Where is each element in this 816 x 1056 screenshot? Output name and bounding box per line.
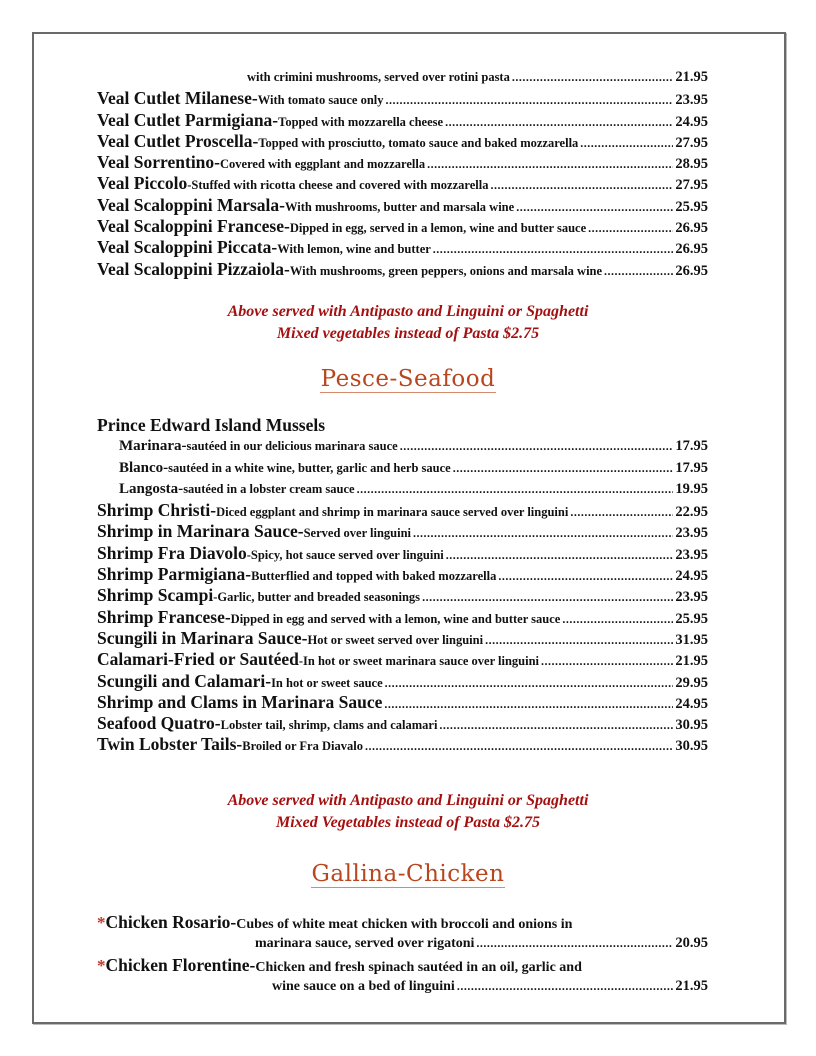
spicy-star-icon: * bbox=[97, 913, 106, 932]
dot-leader bbox=[422, 587, 673, 608]
seafood-heading bbox=[0, 366, 816, 392]
menu-item-row bbox=[97, 458, 708, 479]
dot-leader bbox=[512, 67, 674, 88]
menu-item-row bbox=[97, 479, 708, 500]
dot-leader bbox=[562, 609, 673, 630]
dot-leader bbox=[386, 90, 674, 111]
menu-item-description-continued: marinara sauce, served over rigatoni bbox=[255, 936, 475, 952]
menu-item-description-continued: wine sauce on a bed of linguini bbox=[272, 978, 455, 994]
menu-item-row bbox=[97, 734, 708, 755]
menu-item-row-continued bbox=[97, 933, 708, 954]
menu-item-description: Covered with eggplant and mozzarella bbox=[220, 157, 426, 172]
menu-item-name: Veal Cutlet Parmigiana- bbox=[97, 109, 279, 130]
menu-item-name: Veal Scaloppini Francese- bbox=[97, 216, 290, 237]
menu-item-row bbox=[97, 195, 708, 216]
dot-leader bbox=[384, 694, 673, 715]
menu-item-name: Scungili and Calamari- bbox=[97, 670, 272, 691]
dot-leader bbox=[413, 523, 673, 544]
menu-item-description: With lemon, wine and butter bbox=[277, 242, 431, 257]
veal-note-vegetables: Mixed vegetables instead of Pasta $2.75 bbox=[276, 325, 540, 342]
menu-item-row bbox=[97, 67, 708, 88]
mussels-header bbox=[97, 415, 708, 436]
menu-item-description: Served over linguini bbox=[303, 526, 412, 541]
dot-leader bbox=[439, 715, 673, 736]
menu-item-price: 24.95 bbox=[675, 695, 708, 712]
dot-leader bbox=[365, 736, 673, 757]
seafood-note-antipasto: Above served with Antipasto and Linguini or Spaghetti bbox=[227, 792, 589, 809]
dot-leader bbox=[485, 630, 673, 651]
menu-item-price: 29.95 bbox=[675, 674, 708, 691]
menu-item-name: Shrimp in Marinara Sauce- bbox=[97, 521, 304, 542]
dot-leader bbox=[427, 154, 673, 175]
seafood-note-vegetables: Mixed Vegetables instead of Pasta $2.75 bbox=[276, 814, 540, 831]
menu-item-price: 28.95 bbox=[675, 156, 708, 173]
menu-item-price: 26.95 bbox=[675, 241, 708, 258]
dot-leader bbox=[445, 112, 673, 133]
menu-item-row-continued bbox=[97, 976, 708, 997]
menu-item-row bbox=[97, 131, 708, 152]
menu-item-row bbox=[97, 713, 708, 734]
menu-item-price: 24.95 bbox=[675, 568, 708, 585]
menu-item-description: Dipped in egg and served with a lemon, wine and butter sauce bbox=[230, 611, 561, 626]
menu-item-name: Shrimp Scampi bbox=[97, 585, 214, 606]
menu-item-description: Cubes of white meat chicken with broccoli and onions in bbox=[236, 917, 573, 932]
menu-item-row bbox=[97, 607, 708, 628]
chicken-heading bbox=[0, 861, 816, 887]
seafood-heading-text: Pesce-Seafood bbox=[320, 366, 496, 392]
mussels-header-text: Prince Edward Island Mussels bbox=[97, 415, 326, 435]
menu-item-name: Shrimp and Clams in Marinara Sauce bbox=[97, 691, 383, 712]
dot-leader bbox=[400, 436, 674, 457]
menu-item-name: Veal Scaloppini Marsala- bbox=[97, 194, 285, 215]
menu-item-price: 30.95 bbox=[675, 717, 708, 734]
menu-item-row bbox=[97, 216, 708, 237]
menu-item-description: In hot or sweet sauce bbox=[271, 675, 383, 690]
menu-item-price: 30.95 bbox=[675, 738, 708, 755]
menu-item-description: With tomato sauce only bbox=[257, 93, 384, 108]
menu-item-price: 23.95 bbox=[675, 546, 708, 563]
menu-item-price: 23.95 bbox=[675, 525, 708, 542]
menu-item-description: with crimini mushrooms, served over rotini pasta bbox=[247, 70, 510, 84]
menu-item-name: Veal Scaloppini Pizzaiola- bbox=[97, 258, 290, 279]
menu-item-price: 23.95 bbox=[675, 92, 708, 109]
chicken-menu-list bbox=[97, 912, 708, 997]
menu-item-row bbox=[97, 259, 708, 280]
menu-item-row bbox=[97, 152, 708, 173]
menu-item-name: Veal Cutlet Milanese- bbox=[97, 88, 258, 109]
menu-item-row bbox=[97, 649, 708, 670]
menu-item-price: 27.95 bbox=[675, 177, 708, 194]
menu-item-name: Calamari-Fried or Sautéed bbox=[97, 649, 299, 670]
menu-item-description: With mushrooms, green peppers, onions and marsala wine bbox=[289, 263, 603, 278]
menu-item-row bbox=[97, 955, 708, 976]
menu-item-name: Shrimp Francese- bbox=[97, 606, 231, 627]
menu-item-price: 25.95 bbox=[675, 198, 708, 215]
menu-item-price: 25.95 bbox=[675, 610, 708, 627]
dot-leader bbox=[457, 976, 674, 997]
menu-item-price: 22.95 bbox=[675, 504, 708, 521]
menu-item-price: 17.95 bbox=[675, 438, 708, 455]
dot-leader bbox=[604, 261, 673, 282]
menu-item-name: Veal Sorrentino- bbox=[97, 152, 220, 173]
menu-item-description: sautéed in our delicious marinara sauce bbox=[186, 439, 398, 454]
menu-item-row bbox=[97, 692, 708, 713]
menu-item-name: Shrimp Parmigiana- bbox=[97, 564, 252, 585]
menu-item-row bbox=[97, 237, 708, 258]
menu-item-name: Veal Scaloppini Piccata- bbox=[97, 237, 278, 258]
menu-item-description: -Spicy, hot sauce served over linguini bbox=[246, 547, 444, 562]
menu-item-description: Dipped in egg, served in a lemon, wine and butter sauce bbox=[289, 221, 587, 236]
menu-item-price: 17.95 bbox=[675, 459, 708, 476]
menu-item-price: 31.95 bbox=[675, 631, 708, 648]
menu-item-description: Hot or sweet served over linguini bbox=[307, 632, 484, 647]
veal-note-antipasto: Above served with Antipasto and Linguini or Spaghetti bbox=[227, 303, 589, 320]
dot-leader bbox=[570, 502, 673, 523]
menu-item-price: 21.95 bbox=[675, 653, 708, 670]
menu-item-price: 26.95 bbox=[675, 262, 708, 279]
menu-item-row bbox=[97, 110, 708, 131]
menu-item-row bbox=[97, 173, 708, 194]
menu-item-row bbox=[97, 585, 708, 606]
menu-item-description: Diced eggplant and shrimp in marinara sauce served over linguini bbox=[216, 505, 569, 520]
menu-item-price: 26.95 bbox=[675, 220, 708, 237]
menu-item-row bbox=[97, 671, 708, 692]
dot-leader bbox=[588, 218, 673, 239]
dot-leader bbox=[541, 651, 673, 672]
menu-item-name: Langosta- bbox=[119, 480, 184, 497]
dot-leader bbox=[385, 673, 674, 694]
spicy-star-icon: * bbox=[97, 955, 106, 975]
menu-item-name: Veal Piccolo bbox=[97, 173, 188, 194]
dot-leader bbox=[498, 566, 673, 587]
menu-item-row bbox=[97, 543, 708, 564]
menu-item-name: Veal Cutlet Proscella- bbox=[97, 130, 259, 151]
menu-item-price: 21.95 bbox=[675, 69, 708, 85]
menu-item-description: Broiled or Fra Diavalo bbox=[242, 739, 363, 754]
menu-item-description: With mushrooms, butter and marsala wine bbox=[284, 199, 515, 214]
dot-leader bbox=[357, 479, 674, 500]
dot-leader bbox=[433, 239, 674, 260]
dot-leader bbox=[580, 133, 673, 154]
menu-item-name: Shrimp Fra Diavolo bbox=[97, 542, 247, 563]
chicken-heading-text: Gallina-Chicken bbox=[311, 861, 505, 887]
menu-item-name: Blanco- bbox=[119, 459, 169, 476]
dot-leader bbox=[490, 175, 673, 196]
menu-item-row bbox=[97, 88, 708, 109]
menu-item-name: Chicken Rosario- bbox=[105, 912, 237, 932]
menu-item-name: Marinara- bbox=[119, 438, 187, 455]
menu-item-row bbox=[97, 436, 708, 457]
menu-item-name: Chicken Florentine- bbox=[105, 954, 256, 975]
menu-item-description: sautéed in a lobster cream sauce bbox=[183, 481, 355, 496]
menu-item-description: Chicken and fresh spinach sautéed in an oil, garlic and bbox=[255, 959, 582, 975]
menu-item-description: Topped with prosciutto, tomato sauce and baked mozzarella bbox=[258, 135, 579, 150]
menu-item-name: Shrimp Christi- bbox=[97, 500, 217, 521]
menu-item-price: 19.95 bbox=[675, 480, 708, 497]
menu-item-price: 27.95 bbox=[675, 134, 708, 151]
veal-menu-list bbox=[97, 67, 708, 280]
dot-leader bbox=[516, 197, 673, 218]
menu-item-price: 24.95 bbox=[675, 113, 708, 130]
menu-item-price: 21.95 bbox=[675, 977, 708, 994]
menu-item-description: Lobster tail, shrimp, clams and calamari bbox=[220, 718, 438, 733]
menu-item-name: Seafood Quatro- bbox=[97, 713, 221, 734]
menu-item-description: Topped with mozzarella cheese bbox=[278, 114, 444, 129]
menu-item-description: -In hot or sweet marinara sauce over linguini bbox=[298, 654, 540, 669]
menu-item-description: sautéed in a white wine, butter, garlic and herb sauce bbox=[168, 460, 451, 475]
dot-leader bbox=[453, 458, 674, 479]
menu-item-price: 20.95 bbox=[675, 935, 708, 952]
menu-item-row bbox=[97, 912, 708, 933]
menu-item-row bbox=[97, 500, 708, 521]
menu-item-name: Twin Lobster Tails- bbox=[97, 734, 243, 755]
menu-item-description: Butterflied and topped with baked mozzarella bbox=[251, 569, 497, 584]
dot-leader bbox=[476, 933, 673, 954]
menu-item-name: Scungili in Marinara Sauce- bbox=[97, 627, 308, 648]
menu-item-row bbox=[97, 564, 708, 585]
dot-leader bbox=[446, 545, 674, 566]
menu-item-row bbox=[97, 628, 708, 649]
menu-item-row bbox=[97, 521, 708, 542]
menu-item-description: -Stuffed with ricotta cheese and covered with mozzarella bbox=[187, 178, 489, 193]
seafood-menu-list bbox=[97, 415, 708, 756]
menu-item-price: 23.95 bbox=[675, 589, 708, 606]
menu-item-description: -Garlic, butter and breaded seasonings bbox=[213, 590, 421, 605]
